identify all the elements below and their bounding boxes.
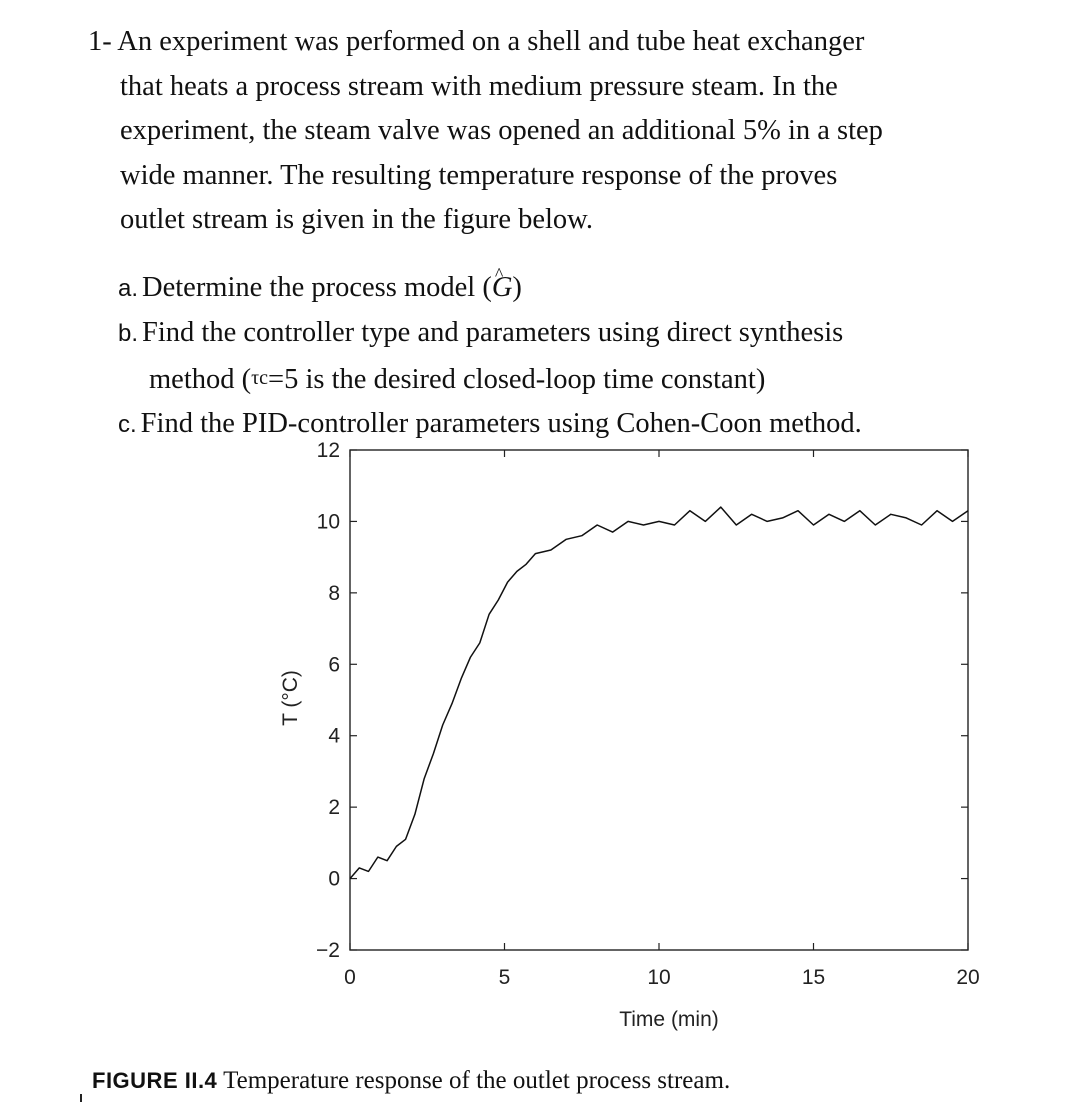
part-a-close: ) [512,272,522,303]
x-tick-label: 15 [801,966,826,989]
y-tick-label: 0 [328,867,340,891]
x-tick-label: 20 [956,966,980,989]
y-tick-label: 12 [316,439,340,462]
part-c-label: c. [118,411,137,438]
part-b-cont-prefix: method ( [149,364,252,395]
problem-line: experiment, the steam valve was opened an additional 5% in a step [120,115,883,146]
process-model-symbol: G ^ [492,266,513,310]
part-b-label: b. [118,320,139,347]
x-tick-label: 10 [647,966,671,989]
part-c-text: Find the PID-controller parameters using Cohen-Coon method. [140,408,862,439]
y-tick-label: −2 [316,939,340,962]
y-tick-label: 6 [328,653,340,677]
problem-line: 1- An experiment was performed on a shell and tube heat exchanger [88,26,865,57]
problem-line: outlet stream is given in the figure below. [120,204,594,235]
x-tick-label: 0 [344,966,356,989]
x-axis-label: Time (min) [619,1008,719,1031]
tau-symbol: τ [251,367,260,389]
figure-label: FIGURE II.4 [92,1068,218,1093]
problem-line: that heats a process stream with medium pressure steam. In the [120,70,838,102]
tau-subscript: c [259,367,269,389]
part-a-text: Determine the process model ( [142,272,492,303]
y-tick-label: 8 [328,581,340,605]
y-tick-label: 4 [328,724,340,748]
y-tick-label: 2 [328,796,340,820]
x-tick-label: 5 [498,966,511,989]
problem-line: wide manner. The resulting temperature response of the proves [120,159,838,191]
temperature-series-line [350,507,968,878]
figure-caption [92,1067,730,1095]
part-a-label: a. [118,275,139,302]
margin-mark [80,1094,82,1102]
part-b-cont-suffix: =5 is the desired closed-loop time constant) [268,364,766,395]
y-axis-label: T (°C) [279,670,302,726]
part-b-text: Find the controller type and parameters using direct synthesis [142,317,844,348]
y-tick-label: 10 [316,510,340,534]
figure-caption-text: Temperature response of the outlet process stream. [217,1067,731,1094]
